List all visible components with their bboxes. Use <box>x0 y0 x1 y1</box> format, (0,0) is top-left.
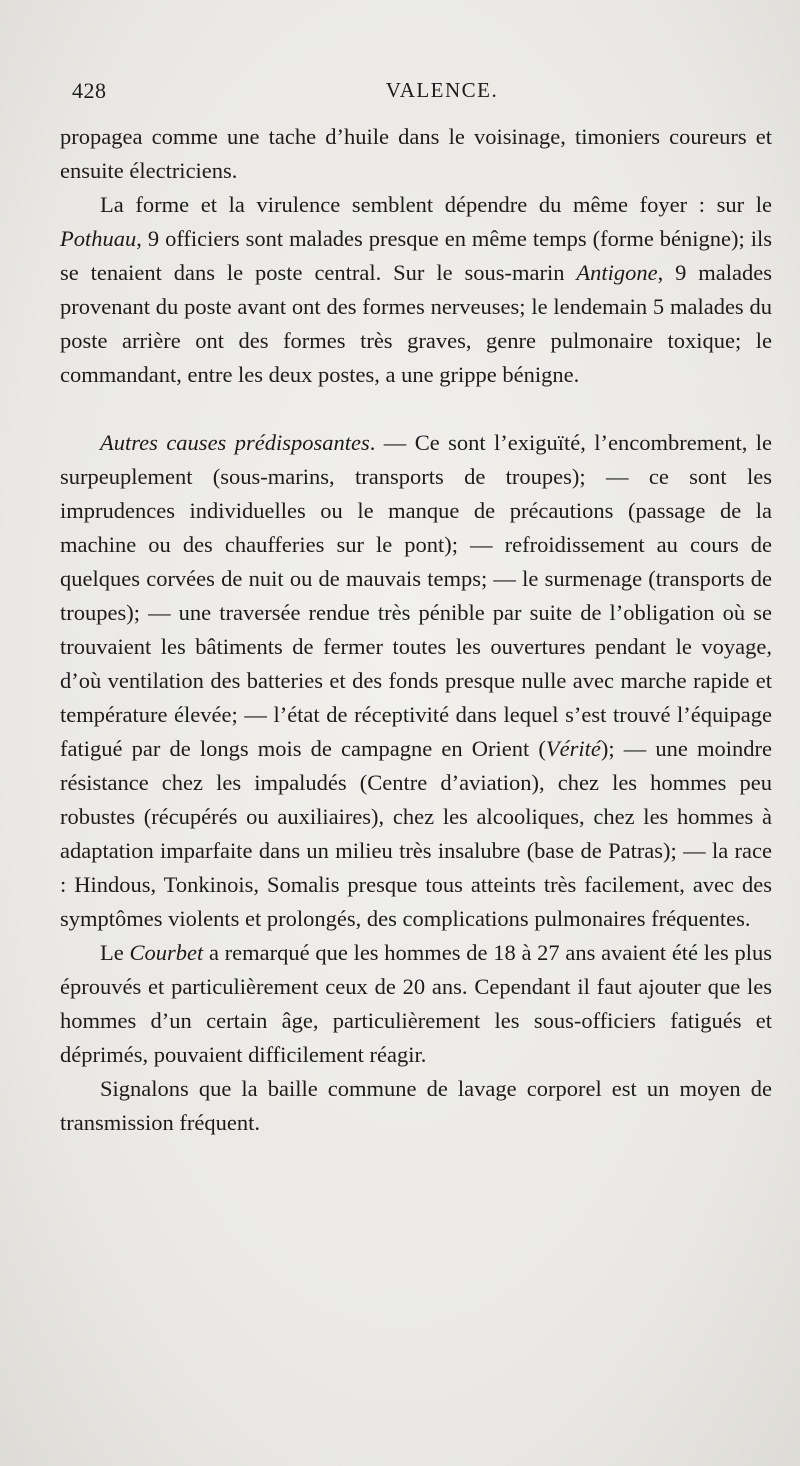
running-title: VALENCE. <box>385 78 499 102</box>
paragraph-continuation <box>60 120 772 188</box>
ship-name-verite: Vérité <box>545 736 601 761</box>
text-run: . — Ce sont l’exiguïté, l’encombrement, le surpeuplement (sous-marins, transports de troupes); — ce sont les imprudences individuelles ou le manque de précautions (passage de la machine ou des chaufferies sur le pont); — refroidissement au cours de quelques corvées de nuit ou de mauvais temps; — le surmenage (transports de troupes); — une traversée rendue très pénible par suite de l’obligation où se trouvaient les bâtiments de fermer toutes les ouvertures pendant le voyage, d’où ventilation des batteries et des fonds presque nulle avec marche rapide et température élevée; — l’état de réceptivité dans lequel s’est trouvé l’équipage fatigué par de longs mois de campagne en Orient ( <box>60 430 772 761</box>
ship-name-courbet: Courbet <box>129 940 204 965</box>
text-run: La forme et la virulence semblent dépendre du même foyer : sur le <box>100 192 772 217</box>
text-run: a remarqué que les hommes de 18 à 27 ans avaient été les plus éprouvés et particulièrement ceux de 20 ans. Cependant il faut ajouter que les hommes d’un certain âge, particulièrement les sous-officiers fatigués et déprimés, pouvaient difficilement réagir. <box>60 940 773 1067</box>
text-run: ); — une moindre résistance chez les impaludés (Centre d’aviation), chez les hommes peu robustes (récupérés ou auxiliaires), chez les alcooliques, chez les hommes à adaptation imparfaite dans un milieu très insalubre (base de Patras); — la race : Hindous, Tonkinois, Somalis presque tous atteints très facilement, avec des symptômes violents et prolongés, des complications pulmonaires fréquentes. <box>60 736 772 931</box>
paragraph-signalons <box>60 1072 772 1140</box>
text-run: propagea comme une tache d’huile dans le voisinage, timoniers coureurs et ensuite électriciens. <box>60 124 772 183</box>
paragraph-forme-virulence <box>60 188 772 392</box>
paragraph-autres-causes <box>60 426 772 936</box>
page-header <box>72 78 752 114</box>
text-run: , 9 officiers sont malades presque en même temps (forme bénigne); ils se tenaient dans le poste central. Sur le sous-marin <box>60 226 772 285</box>
text-run: Signalons que la baille commune de lavage corporel est un moyen de transmission fréquent. <box>60 1076 772 1135</box>
ship-name-antigone: Antigone <box>576 260 658 285</box>
text-run: Le <box>100 940 130 965</box>
ship-name-pothuau: Pothuau <box>60 226 137 251</box>
page-number: 428 <box>72 78 107 103</box>
paragraph-courbet <box>60 936 772 1072</box>
section-heading-autres-causes: Autres causes prédisposantes <box>100 430 370 455</box>
body-text <box>60 120 772 1140</box>
text-run: , 9 malades provenant du poste avant ont des formes nerveuses; le lendemain 5 malades du poste arrière ont des formes très graves, genre pulmonaire toxique; le commandant, entre les deux postes, a une grippe bénigne. <box>60 260 772 387</box>
